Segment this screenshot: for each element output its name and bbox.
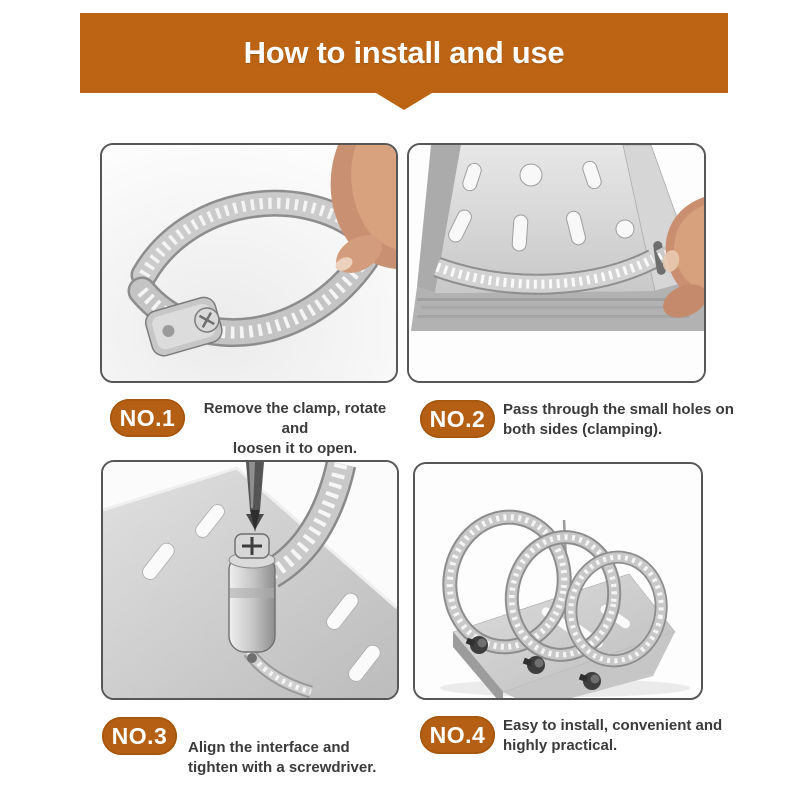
step3-caption — [102, 717, 408, 778]
step1-badge: NO.1 — [110, 399, 185, 437]
step2-text — [503, 400, 741, 440]
step1-caption — [110, 399, 401, 459]
step4-caption — [420, 716, 745, 756]
step3-badge: NO.3 — [102, 717, 177, 755]
step4-illustration — [415, 464, 701, 698]
step1-photo — [100, 143, 398, 383]
step3-photo — [101, 460, 399, 700]
step2-badge: NO.2 — [420, 400, 495, 438]
page-title: How to install and use — [243, 35, 565, 70]
step4-text-line2: highly practical. — [503, 737, 618, 754]
banner-notch — [376, 93, 432, 110]
step1-text — [189, 399, 401, 459]
step4-text — [503, 716, 745, 756]
header-banner — [80, 13, 728, 93]
step2-illustration — [409, 145, 704, 381]
step3-text — [188, 738, 408, 778]
worm-gear-housing — [229, 534, 275, 663]
step1-illustration — [102, 145, 396, 381]
step2-caption — [420, 400, 741, 440]
step4-text-line1: Easy to install, convenient and — [503, 717, 723, 734]
step3-illustration — [103, 462, 397, 698]
step2-photo — [407, 143, 706, 383]
step1-text-line2: loosen it to open. — [232, 440, 358, 457]
step2-text-line1: Pass through the small holes on — [503, 401, 734, 418]
step2-text-line2: both sides (clamping). — [503, 421, 663, 438]
step4-photo — [413, 462, 703, 700]
step4-badge: NO.4 — [420, 716, 495, 754]
step3-text-line2: tighten with a screwdriver. — [188, 759, 377, 776]
step1-text-line1: Remove the clamp, rotate and — [203, 400, 387, 437]
step3-text-line1: Align the interface and — [188, 739, 350, 756]
hand — [329, 145, 396, 281]
